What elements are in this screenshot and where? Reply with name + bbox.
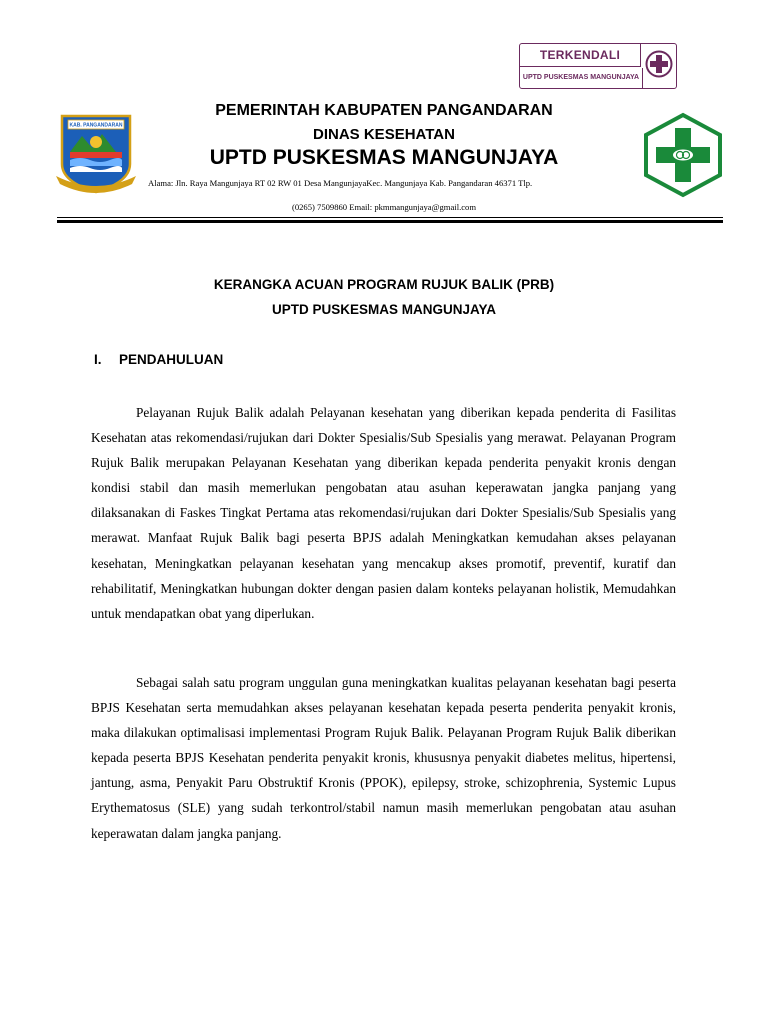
stamp-status-label: TERKENDALI (520, 44, 641, 67)
stamp-org-label: UPTD PUSKESMAS MANGUNJAYA (520, 68, 643, 88)
medical-cross-icon (645, 50, 673, 78)
header-divider-thick (57, 220, 723, 223)
document-title: KERANGKA ACUAN PROGRAM RUJUK BALIK (PRB) (213, 277, 555, 292)
header-institution: UPTD PUSKESMAS MANGUNJAYA (209, 146, 559, 169)
section-number: I. (94, 352, 102, 367)
paragraph: Sebagai salah satu program unggulan guna meningkatkan kualitas pelayanan kesehatan bagi peserta BPJS Kesehatan serta memudahkan akses pelayanan kesehatan kepada peserta penderita penyakit kronis, maka dilakukan optimalisasi implementasi Program Rujuk Balik. Pelayanan Program Rujuk Balik diberikan kepada peserta BPJS Kesehatan penderita penyakit kronis, khususnya penyakit diabetes melitus, hipertensi, jantung, asma, Penyakit Paru Obstruktif Kronis (PPOK), epilepsy, stroke, schizophrenia, Systemic Lupus Erythematosus (SLE) yang sudah terkontrol/stabil namun masih memerlukan pengobatan atau asuhan keperawatan dalam jangka panjang. (91, 675, 676, 841)
header-government: PEMERINTAH KABUPATEN PANGANDARAN (215, 102, 553, 119)
paragraph: Pelayanan Rujuk Balik adalah Pelayanan kesehatan yang diberikan kepada penderita di Fasilitas Kesehatan atas rekomendasi/rujukan dari Dokter Spesialis/Sub Spesialis yang merawat. Pelayanan Program Rujuk Balik merupakan Pelayanan Kesehatan yang diberikan kepada penderita penyakit kronis dengan kondisi stabil dan masih memerlukan pengobatan atau asuhan keperawatan jangka panjang yang dilaksanakan di Faskes Tingkat Pertama atas rekomendasi/rujukan dari Dokter Spesialis/Sub Spesialis yang merawat. Manfaat Rujuk Balik bagi peserta BPJS adalah Meningkatkan kemudahan akses pelayanan kesehatan, Meningkatkan pelayanan kesehatan yang mencakup akses promotif, preventif, kuratif dan rehabilitatif, Meningkatkan hubungan dokter dengan pasien dalam konteks pelayanan holistik, Memudahkan untuk mendapatkan obat yang diperlukan. (91, 405, 676, 621)
section-heading: PENDAHULUAN (119, 352, 224, 367)
controlled-stamp (519, 43, 677, 89)
header-address: Alama: Jln. Raya Mangunjaya RT 02 RW 01 Desa MangunjayaKec. Mangunjaya Kab. Pangandaran 46371 Tlp. (148, 178, 533, 188)
document-subtitle: UPTD PUSKESMAS MANGUNJAYA (271, 302, 497, 317)
svg-text:KAB. PANGANDARAN: KAB. PANGANDARAN (69, 122, 123, 129)
header-department: DINAS KESEHATAN (313, 126, 455, 143)
header-divider-thin (57, 217, 723, 218)
header-contact: (0265) 7509860 Email: pkmmangunjaya@gmail.com (291, 202, 477, 212)
